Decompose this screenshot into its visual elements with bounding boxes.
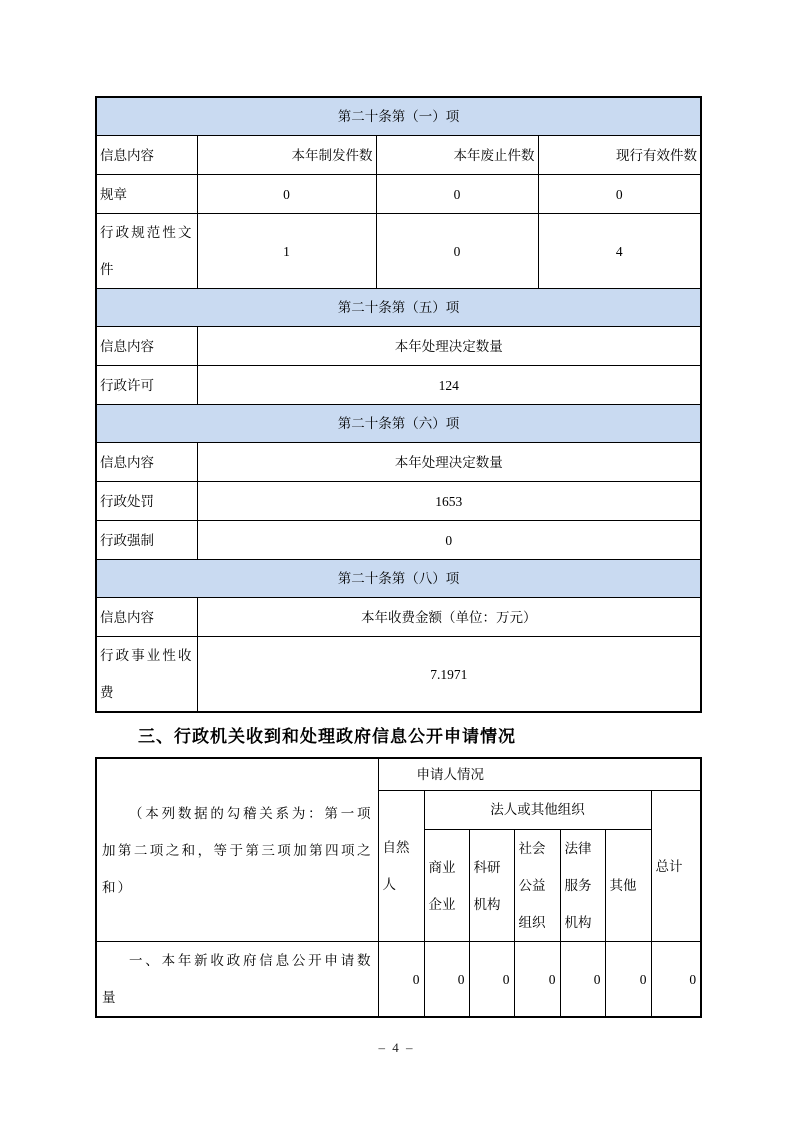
value-cell: 0 — [376, 214, 538, 289]
col-other: 其他 — [605, 830, 651, 942]
col-group-legal-persons: 法人或其他组织 — [424, 791, 651, 830]
row-label-normative-documents: 行政规范性文件 — [96, 214, 197, 289]
col-header-decisions: 本年处理决定数量 — [197, 443, 701, 482]
applications-table — [95, 757, 702, 1018]
col-legal-service-org: 法律服务机构 — [560, 830, 605, 942]
value-cell: 0 — [514, 942, 560, 1018]
value-cell: 0 — [560, 942, 605, 1018]
col-header-repealed: 本年废止件数 — [376, 136, 538, 175]
table-row — [96, 521, 701, 560]
col-header-decisions: 本年处理决定数量 — [197, 327, 701, 366]
value-cell: 0 — [424, 942, 469, 1018]
col-research-institution: 科研机构 — [469, 830, 514, 942]
band-item1: 第二十条第（一）项 — [96, 97, 701, 136]
value-cell: 0 — [651, 942, 701, 1018]
row-label-admin-penalty: 行政处罚 — [96, 482, 197, 521]
value-cell: 0 — [538, 175, 701, 214]
value-cell: 0 — [605, 942, 651, 1018]
value-cell: 0 — [469, 942, 514, 1018]
table-row — [96, 637, 701, 713]
table-row — [96, 942, 701, 1018]
col-commercial-enterprise: 商业企业 — [424, 830, 469, 942]
table-row — [96, 482, 701, 521]
value-cell: 7.1971 — [197, 637, 701, 713]
col-total: 总计 — [651, 791, 701, 942]
article-20-table — [95, 96, 702, 713]
value-cell: 0 — [197, 521, 701, 560]
col-header-info-content: 信息内容 — [96, 598, 197, 637]
applicant-status-header: 申请人情况 — [378, 758, 701, 791]
col-social-welfare-org: 社会公益组织 — [514, 830, 560, 942]
value-cell: 0 — [378, 942, 424, 1018]
col-header-info-content: 信息内容 — [96, 443, 197, 482]
value-cell: 4 — [538, 214, 701, 289]
col-header-info-content: 信息内容 — [96, 136, 197, 175]
value-cell: 0 — [197, 175, 376, 214]
section-3-heading: 三、行政机关收到和处理政府信息公开申请情况 — [138, 727, 516, 746]
row-label-admin-fees: 行政事业性收费 — [96, 637, 197, 713]
page-number: – 4 – — [378, 1040, 415, 1055]
row-label-admin-coercion: 行政强制 — [96, 521, 197, 560]
value-cell: 1 — [197, 214, 376, 289]
value-cell: 1653 — [197, 482, 701, 521]
row-label-admin-license: 行政许可 — [96, 366, 197, 405]
value-cell: 0 — [376, 175, 538, 214]
band-item6: 第二十条第（六）项 — [96, 405, 701, 443]
table-row — [96, 214, 701, 289]
row-label-new-applications: 一、本年新收政府信息公开申请数量 — [96, 942, 378, 1018]
row-label-rules: 规章 — [96, 175, 197, 214]
col-header-fees: 本年收费金额（单位：万元） — [197, 598, 701, 637]
page-content — [95, 96, 700, 1018]
band-item8: 第二十条第（八）项 — [96, 560, 701, 598]
reconciliation-note: （本列数据的勾稽关系为：第一项加第二项之和，等于第三项加第四项之和） — [96, 758, 378, 942]
col-header-in-force: 现行有效件数 — [538, 136, 701, 175]
band-item5: 第二十条第（五）项 — [96, 289, 701, 327]
table-row — [96, 366, 701, 405]
col-header-issued: 本年制发件数 — [197, 136, 376, 175]
value-cell: 124 — [197, 366, 701, 405]
table-row — [96, 175, 701, 214]
col-header-info-content: 信息内容 — [96, 327, 197, 366]
col-natural-person: 自然人 — [378, 791, 424, 942]
